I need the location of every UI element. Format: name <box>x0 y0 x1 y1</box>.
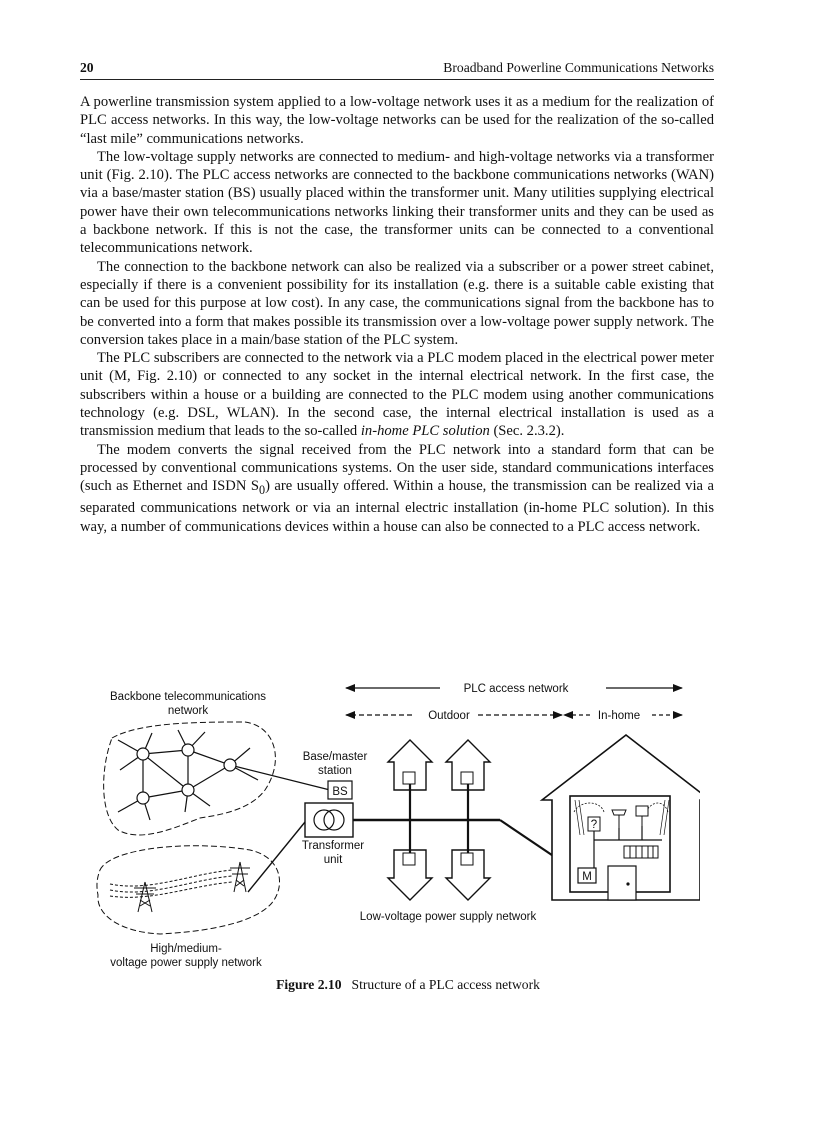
paragraph-3: The connection to the backbone network can also be realized via a subscriber or a power street cabinet, especially if there is a convenient possibility for its installation (e.g. there is a suitable cable existing that can be used for this purpose at low cost). In any case, the communications signal from the backbone has to be converted into a form that makes possible its transmission over a low-voltage power supply network. The conversion takes place in a main/base station of the PLC system. <box>80 258 714 348</box>
bs-box-label: BS <box>332 786 348 798</box>
page-number: 20 <box>80 60 94 75</box>
house-up-1 <box>388 740 432 790</box>
paragraph-5 <box>80 441 714 536</box>
inhome-label: In-home <box>597 710 641 722</box>
backbone-label-2: network <box>167 705 209 717</box>
hv-pylons <box>110 862 250 912</box>
header-rule <box>80 79 714 80</box>
paragraph-4-end: (Sec. 2.3.2). <box>489 423 565 440</box>
caption-text: Structure of a PLC access network <box>351 977 540 992</box>
figure-caption <box>0 976 816 994</box>
backbone-mesh <box>118 730 330 820</box>
outdoor-label: Outdoor <box>428 710 470 722</box>
base-station-label-2: station <box>318 765 352 777</box>
transformer-box <box>305 803 353 837</box>
in-home-plc-term: in-home PLC solution <box>360 423 490 440</box>
paragraph-1: A powerline transmission system applied to a low-voltage network uses it as a medium for the realization of PLC access networks. In this way, the low-voltage networks can be used for the realization of the so-called “last mile” communications networks. <box>80 94 714 147</box>
base-station-label-1: Base/master <box>302 751 368 763</box>
meter-box-label: M <box>582 871 592 883</box>
customer-house <box>542 735 700 900</box>
computer-icon <box>636 806 648 816</box>
hv-label-1: High/medium- <box>150 943 222 955</box>
transformer-label-1: Transformer <box>301 840 365 852</box>
paragraph-5-end: ) are usually offered. Within a house, the transmission can be realized via a separated communications network or via an internal electric installation (in-home PLC solution). In this way, a number of communications devices within a house can also be connected to a PLC access network. <box>80 478 714 535</box>
figure-diagram <box>90 672 700 977</box>
unknown-device-label: ? <box>590 819 598 831</box>
backbone-cloud <box>104 722 276 835</box>
paragraph-4-text: The PLC subscribers are connected to the network via a PLC modem placed in the electrical power meter unit (M, Fig. 2.10) or connected to any socket in the internal electrical network. In the first case, the subscribers within a house or a building are connected to the PLC modem using another communications technology (e.g. DSL, WLAN). In the second case, the internal electrical installation is used as a transmission medium that leads to the so-called <box>80 350 714 440</box>
isdn-subscript: 0 <box>258 483 266 498</box>
running-title: Broadband Powerline Communications Networks <box>443 60 714 75</box>
paragraph-4 <box>80 349 714 440</box>
house-door <box>608 866 636 900</box>
hv-label-2: voltage power supply network <box>110 957 262 969</box>
house-down-1 <box>388 850 432 900</box>
house-down-2 <box>446 850 490 900</box>
transformer-label-2: unit <box>323 854 343 866</box>
hv-cloud <box>97 846 280 934</box>
plc-network-figure <box>90 672 700 977</box>
house-up-2 <box>446 740 490 790</box>
low-voltage-label: Low-voltage power supply network <box>359 911 537 923</box>
plc-access-label: PLC access network <box>463 683 569 695</box>
backbone-label-1: Backbone telecommunications <box>110 691 266 703</box>
body-text <box>80 93 714 536</box>
paragraph-5-text: The modem converts the signal received from the PLC network into a standard form that can be processed by conventional communications systems. On the user side, standard communications interfaces (such as Ethernet and ISDN S <box>80 441 714 495</box>
paragraph-2: The low-voltage supply networks are connected to medium- and high-voltage networks via a transformer unit (Fig. 2.10). The PLC access networks are connected to the backbone communications networks (WAN) via a base/master station (BS) usually placed within the transformer unit. Many utilities supplying electrical power have their own telecommunications networks linking their transformer units and they can be used as a backbone network. If this is not the case, the transformer units can be connected to a conventional telecommunications network. <box>80 148 714 257</box>
hv-to-transformer <box>248 822 305 892</box>
caption-number: Figure 2.10 <box>276 977 342 992</box>
